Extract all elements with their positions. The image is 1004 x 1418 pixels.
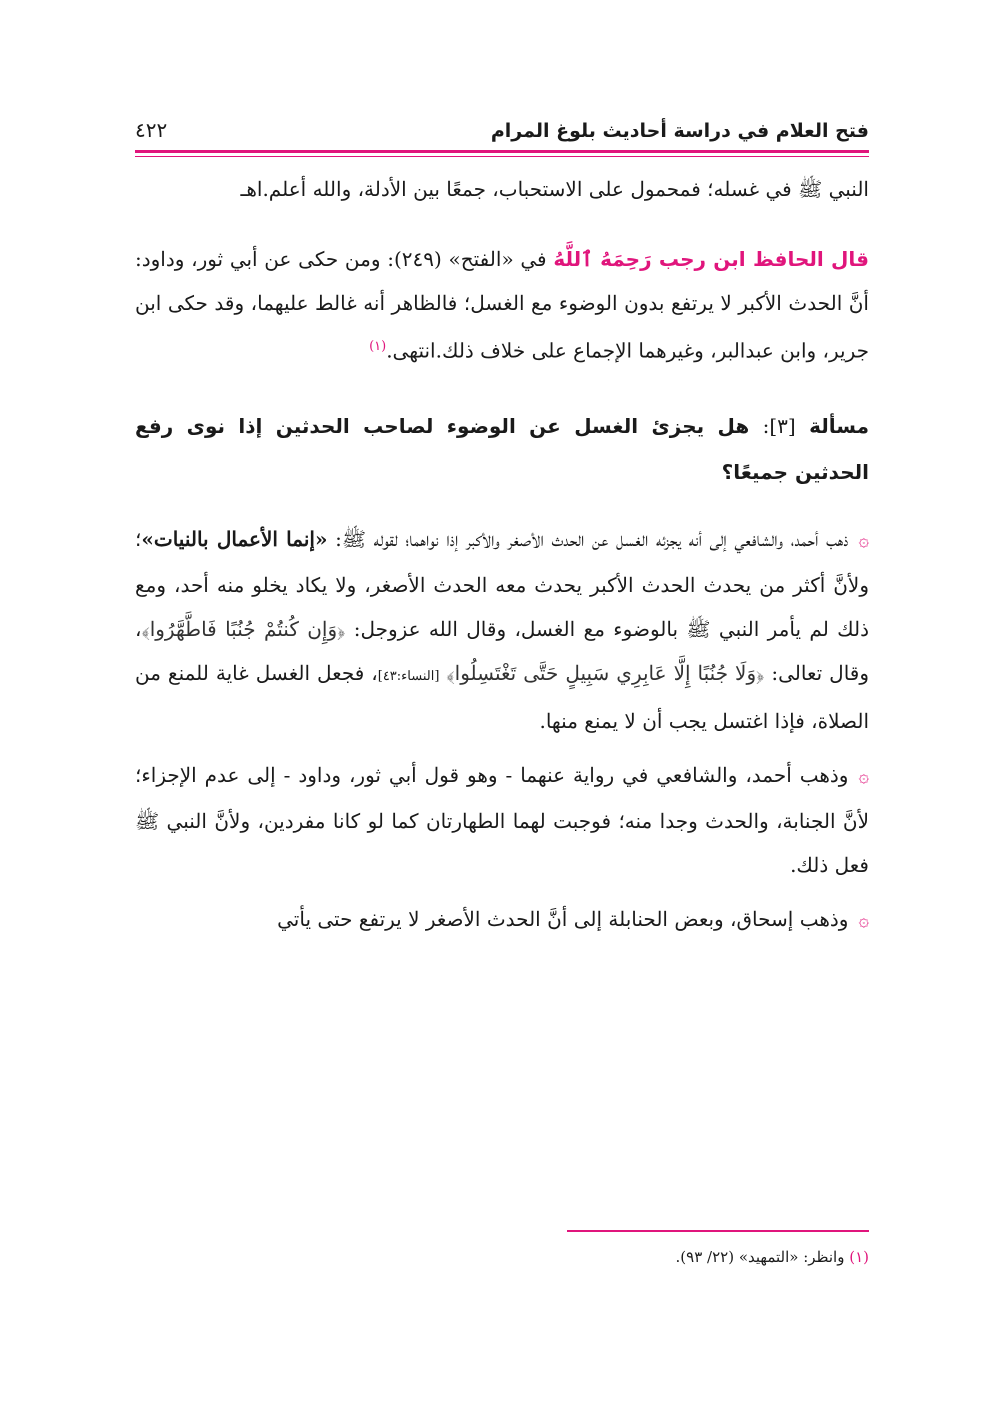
b1-text-1: ذهب أحمد، والشافعي إلى أنه يجزئه الغسل عن الحدث الأصغر والأكبر إذا نواهما؛ لقوله ﷺ: [335,526,849,551]
footnote-number: (١) [849,1248,869,1266]
opinion-paragraph-2 [135,753,869,887]
flower-bullet-icon: ۞ [858,529,869,551]
page-number: ٤٢٢ [135,118,168,142]
issue-label: مسألة [809,413,869,438]
verse-reference: [النساء:٤٣] [377,668,440,684]
book-title: فتح العلام في دراسة أحاديث بلوغ المرام [490,120,869,142]
issue-heading [135,403,869,495]
page-body [135,108,869,943]
issue-number: [٣]: [762,413,796,438]
footnote-ref[interactable]: (١) [369,339,387,354]
running-header [135,108,869,142]
opinion-paragraph-1 [135,517,869,743]
quran-verse-2: ﴿وَلَا جُنُبًا إِلَّا عَابِرِي سَبِيلٍ حَتَّى تَغْتَسِلُوا﴾ [446,660,765,685]
opinion-paragraph-3 [135,897,869,943]
quran-verse-1: ﴿وَإِن كُنتُمْ جُنُبًا فَاطَّهَّرُوا﴾ [141,616,346,641]
footnote [676,1248,869,1266]
header-rule-thin [135,156,869,157]
issue-title: هل يجزئ الغسل عن الوضوء لصاحب الحدثين إذا نوى رفع الحدثين جميعًا؟ [135,413,869,484]
quote-text: في «الفتح» (٢٤٩): ومن حكى عن أبي ثور، وداود: أنَّ الحدث الأكبر لا يرتفع بدون الوضوء مع الغسل؛ فالظاهر أنه غالط عليهما، وقد حكى ابن جرير، وابن عبدالبر، وغيرهما الإجماع على خلاف ذلك.انتهى. [135,247,869,363]
header-rule [135,150,869,153]
footnote-separator [567,1230,869,1232]
b1-text-4: ، فجعل الغسل غاية للمنع من الصلاة، فإذا اغتسل يجب أن لا يمنع منها. [135,660,869,733]
b1-text-2: ؛ ولأنَّ أكثر من يحدث الحدث الأكبر يحدث معه الحدث الأصغر، ولا يكاد يخلو منه أحد، ومع ذلك لم يأمر النبي ﷺ بالوضوء مع الغسل، وقال الله عزوجل: [135,526,870,641]
flower-bullet-icon: ۞ [858,909,869,931]
footnote-text: وانظر: «التمهيد» (٢٢/ ٩٣). [675,1248,845,1266]
b1-text-3: ، وقال تعالى: [135,616,870,685]
b3-text: وذهب إسحاق، وبعض الحنابلة إلى أنَّ الحدث الأصغر لا يرتفع حتى يأتي [277,906,849,931]
b2-text: وذهب أحمد، والشافعي في رواية عنهما - وهو قول أبي ثور، وداود - إلى عدم الإجزاء؛ لأنَّ الجنابة، والحدث وجدا منه؛ فوجبت لهما الطهارتان كما لو كانا مفردين، ولأنَّ النبي ﷺ فعل ذلك. [135,762,869,877]
quote-lead: قال الحافظ ابن رجب رَحِمَهُ ٱللَّهُ [553,247,870,271]
flower-bullet-icon: ۞ [858,765,869,787]
paragraph-continuation: النبي ﷺ في غسله؛ فمحمول على الاستحباب، جمعًا بين الأدلة، والله أعلم.اهـ [240,177,869,201]
hadith-quote: «إنما الأعمال بالنيات» [141,526,328,551]
quote-paragraph [135,237,869,373]
